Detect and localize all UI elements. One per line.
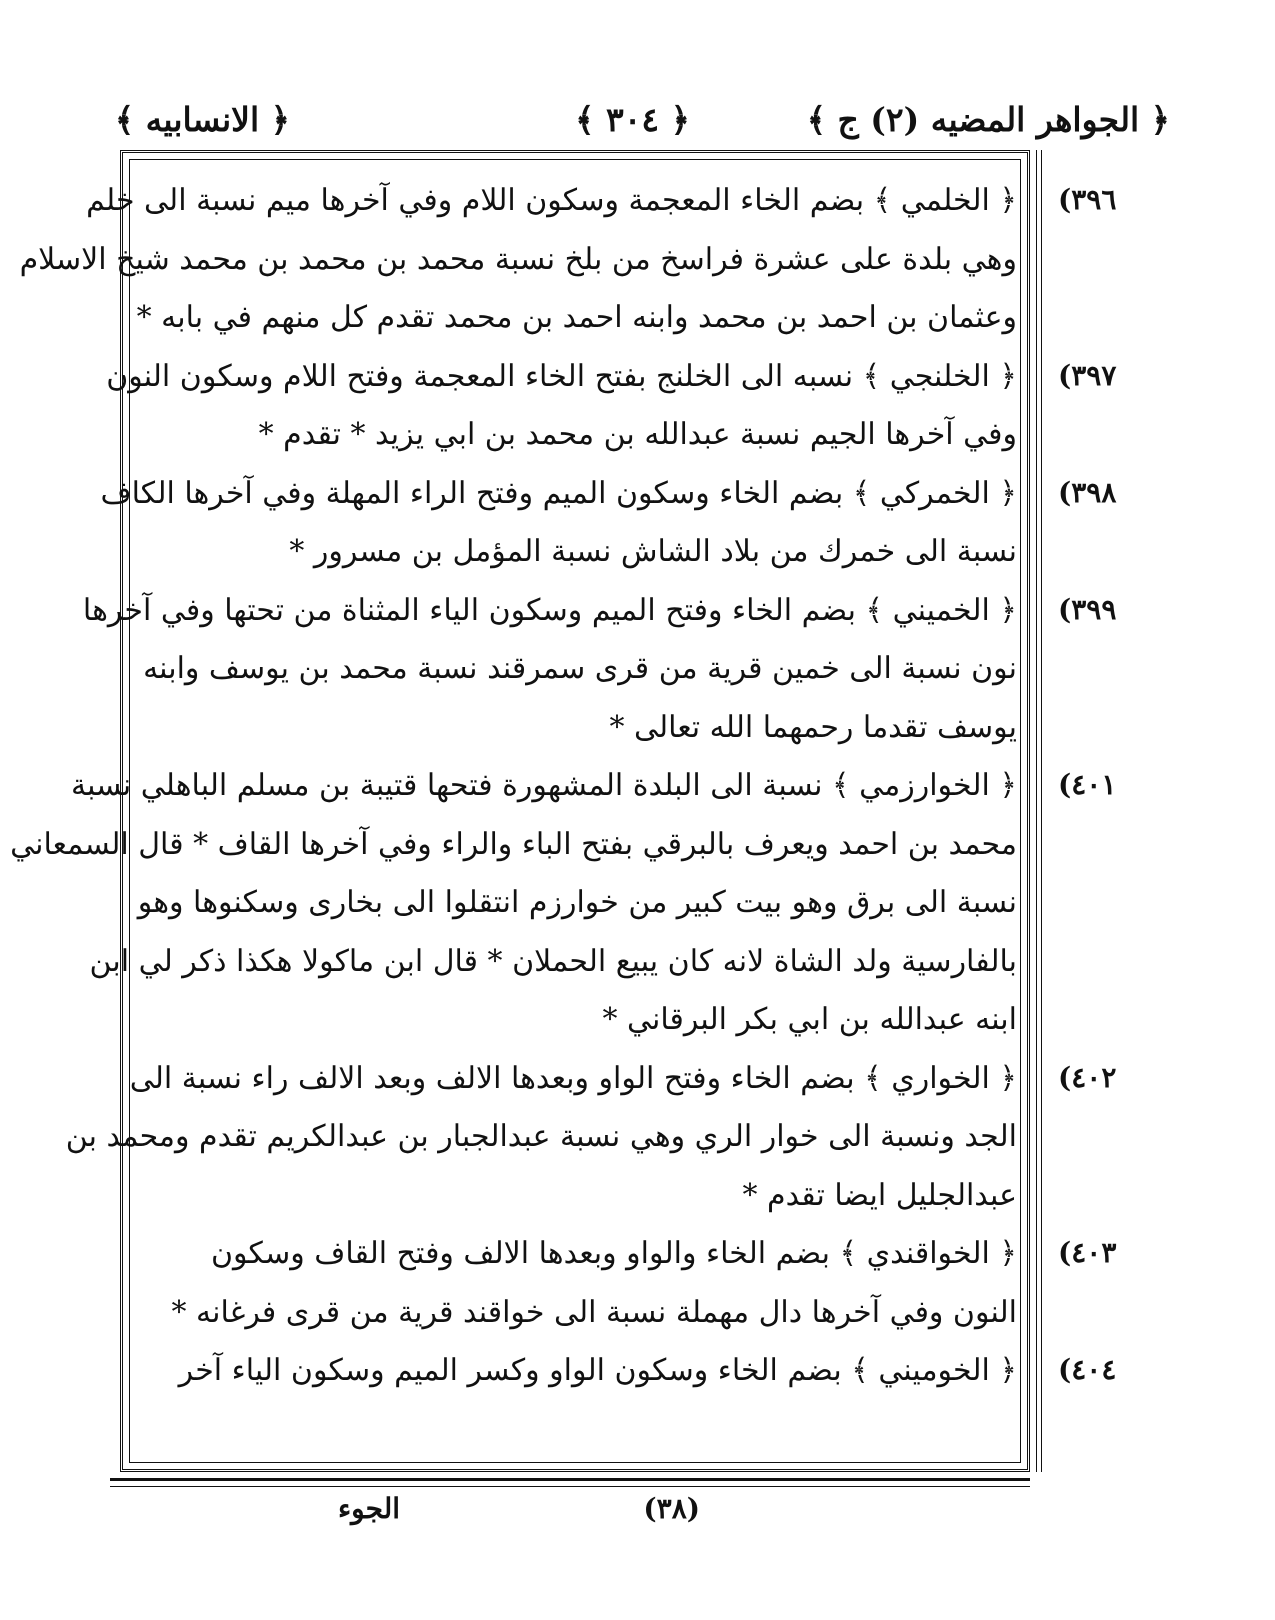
entry-number: (٤٠٢ bbox=[1058, 1060, 1117, 1094]
footer-signature-mark: (٣٨) bbox=[643, 1492, 700, 1525]
entry-line: نسبة الى خمرك من بلاد الشاش نسبة المؤمل بن مسرور * bbox=[289, 534, 1017, 569]
entry-line: ﴿ الخلنجي ﴾ نسبه الى الخلنج بفتح الخاء المعجمة وفتح اللام وسكون النون bbox=[106, 358, 1017, 394]
entry-line: ﴿ الخميني ﴾ بضم الخاء وفتح الميم وسكون الياء المثناة من تحتها وفي آخرها bbox=[82, 592, 1017, 628]
entry-line: نسبة الى برق وهو بيت كبير من خوارزم انتقلوا الى بخارى وسكنوها وهو bbox=[137, 885, 1017, 920]
entry-line: ابنه عبدالله بن ابي بكر البرقاني * bbox=[602, 1002, 1017, 1037]
entry-number: (٤٠٣ bbox=[1058, 1236, 1117, 1269]
entry-number: (٣٩٨ bbox=[1058, 475, 1117, 509]
entry-number: (٤٠١ bbox=[1058, 768, 1117, 801]
entry-number: (٣٩٧ bbox=[1058, 358, 1117, 392]
entry-line: وهي بلدة على عشرة فراسخ من بلخ نسبة محمد بن محمد بن محمد شيخ الاسلام bbox=[19, 241, 1017, 277]
entry-number: (٣٩٦ bbox=[1058, 183, 1117, 216]
header-book-title: ﴿ الجواهر المضيه (٢) ج ﴾ bbox=[806, 100, 1170, 139]
entry-number: (٤٠٤ bbox=[1058, 1353, 1117, 1386]
entry-line: ﴿ الخلمي ﴾ بضم الخاء المعجمة وسكون اللام وفي آخرها ميم نسبة الى خلم bbox=[86, 183, 1017, 218]
entry-line: بالفارسية ولد الشاة لانه كان يبيع الحملان * قال ابن ماكولا هكذا ذكر لي ابن bbox=[89, 943, 1017, 979]
entry-lines bbox=[10, 172, 1025, 1401]
entry-line: عبدالجليل ايضا تقدم * bbox=[742, 1177, 1017, 1213]
entry-line: ﴿ الخواري ﴾ بضم الخاء وفتح الواو وبعدها الالف وبعد الالف راء نسبة الى bbox=[129, 1060, 1017, 1096]
entry-line: وفي آخرها الجيم نسبة عبدالله بن محمد بن ابي يزيد * تقدم * bbox=[258, 417, 1017, 452]
header-page-number: ﴿ ٣٠٤ ﴾ bbox=[575, 100, 690, 139]
footer-catchword: الجوء bbox=[337, 1492, 400, 1525]
bottom-rule-thin bbox=[110, 1486, 1030, 1487]
entry-line: محمد بن احمد ويعرف بالبرقي بفتح الباء والراء وفي آخرها القاف * قال السمعاني bbox=[10, 826, 1017, 862]
entry-line: وعثمان بن احمد بن محمد وابنه احمد بن محمد تقدم كل منهم في بابه * bbox=[136, 300, 1017, 335]
header-section-title: ﴿ الانسابيه ﴾ bbox=[114, 100, 290, 139]
entry-line: النون وفي آخرها دال مهملة نسبة الى خواقند قرية من قرى فرغانه * bbox=[171, 1294, 1017, 1330]
entry-line: ﴿ الخمركي ﴾ بضم الخاء وسكون الميم وفتح الراء المهلة وفي آخرها الكاف bbox=[100, 475, 1017, 511]
page-footer bbox=[200, 1492, 700, 1532]
entry-line: يوسف تقدما رحمهما الله تعالى * bbox=[609, 709, 1017, 745]
page-header bbox=[114, 92, 1170, 148]
entry-line: ﴿ الخوميني ﴾ بضم الخاء وسكون الواو وكسر الميم وسكون الياء آخر bbox=[178, 1353, 1017, 1388]
entry-line: ﴿ الخوارزمي ﴾ نسبة الى البلدة المشهورة فتحها قتيبة بن مسلم الباهلي نسبة bbox=[71, 768, 1017, 803]
margin-rule bbox=[1036, 150, 1042, 1472]
entry-line: الجد ونسبة الى خوار الري وهي نسبة عبدالجبار بن عبدالكريم تقدم ومحمد بن bbox=[65, 1119, 1017, 1154]
bottom-rule bbox=[110, 1478, 1030, 1481]
entry-number: (٣٩٩ bbox=[1058, 592, 1117, 626]
entry-line: ﴿ الخواقندي ﴾ بضم الخاء والواو وبعدها الالف وفتح القاف وسكون bbox=[210, 1236, 1017, 1271]
entry-line: نون نسبة الى خمين قرية من قرى سمرقند نسبة محمد بن يوسف وابنه bbox=[143, 651, 1017, 686]
